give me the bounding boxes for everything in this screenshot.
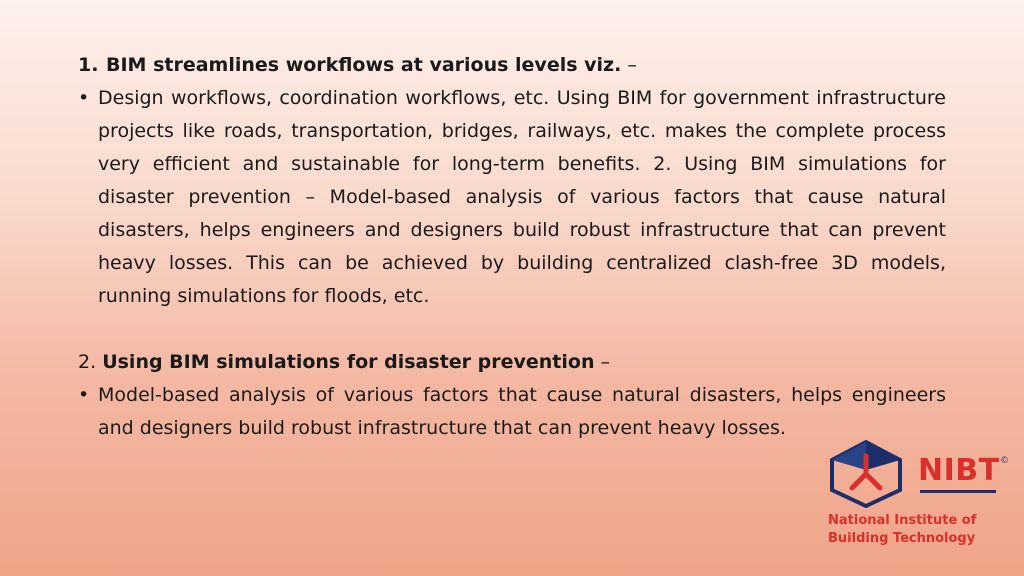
section-2-heading	[78, 346, 946, 379]
section-2-body: Model-based analysis of various factors that cause natural disasters, helps engineers and designers build robust infrastructure that can prevent heavy losses.	[98, 384, 946, 439]
slide-content	[78, 49, 946, 445]
section-2-dash: –	[594, 351, 611, 373]
nibt-emblem-icon	[828, 440, 904, 508]
section-2-title: Using BIM simulations for disaster prevention	[102, 351, 595, 373]
section-1-number: 1.	[78, 54, 99, 76]
registered-mark: ©	[1000, 456, 1009, 466]
wordmark-underline	[920, 490, 996, 493]
institute-name-line-2: Building Technology	[828, 531, 976, 546]
section-1-dash: –	[621, 54, 637, 76]
section-2-bullet	[78, 379, 946, 445]
section-1-heading	[78, 49, 946, 82]
nibt-logo	[826, 440, 1016, 552]
bullet-icon: •	[78, 87, 90, 109]
institute-name-line-1: National Institute of	[828, 513, 977, 528]
section-1-bullet	[78, 82, 946, 313]
section-2-number: 2.	[78, 351, 97, 373]
section-1-body: Design workflows, coordination workflows, etc. Using BIM for government infrastructure projects like roads, transportation, bridges, railways, etc. makes the complete process very efficient and sustainable for long-term benefits. 2. Using BIM simulations for disaster prevention – Model-based analysis of various factors that cause natural disasters, helps engineers and designers build robust infrastructure that can prevent heavy losses. This can be achieved by building centralized clash-free 3D models, running simulations for floods, etc.	[98, 87, 946, 307]
bullet-icon: •	[78, 384, 90, 406]
section-1-title: BIM streamlines workflows at various levels viz.	[106, 54, 622, 76]
nibt-wordmark: NIBT	[918, 453, 1000, 488]
institute-name	[828, 512, 976, 548]
